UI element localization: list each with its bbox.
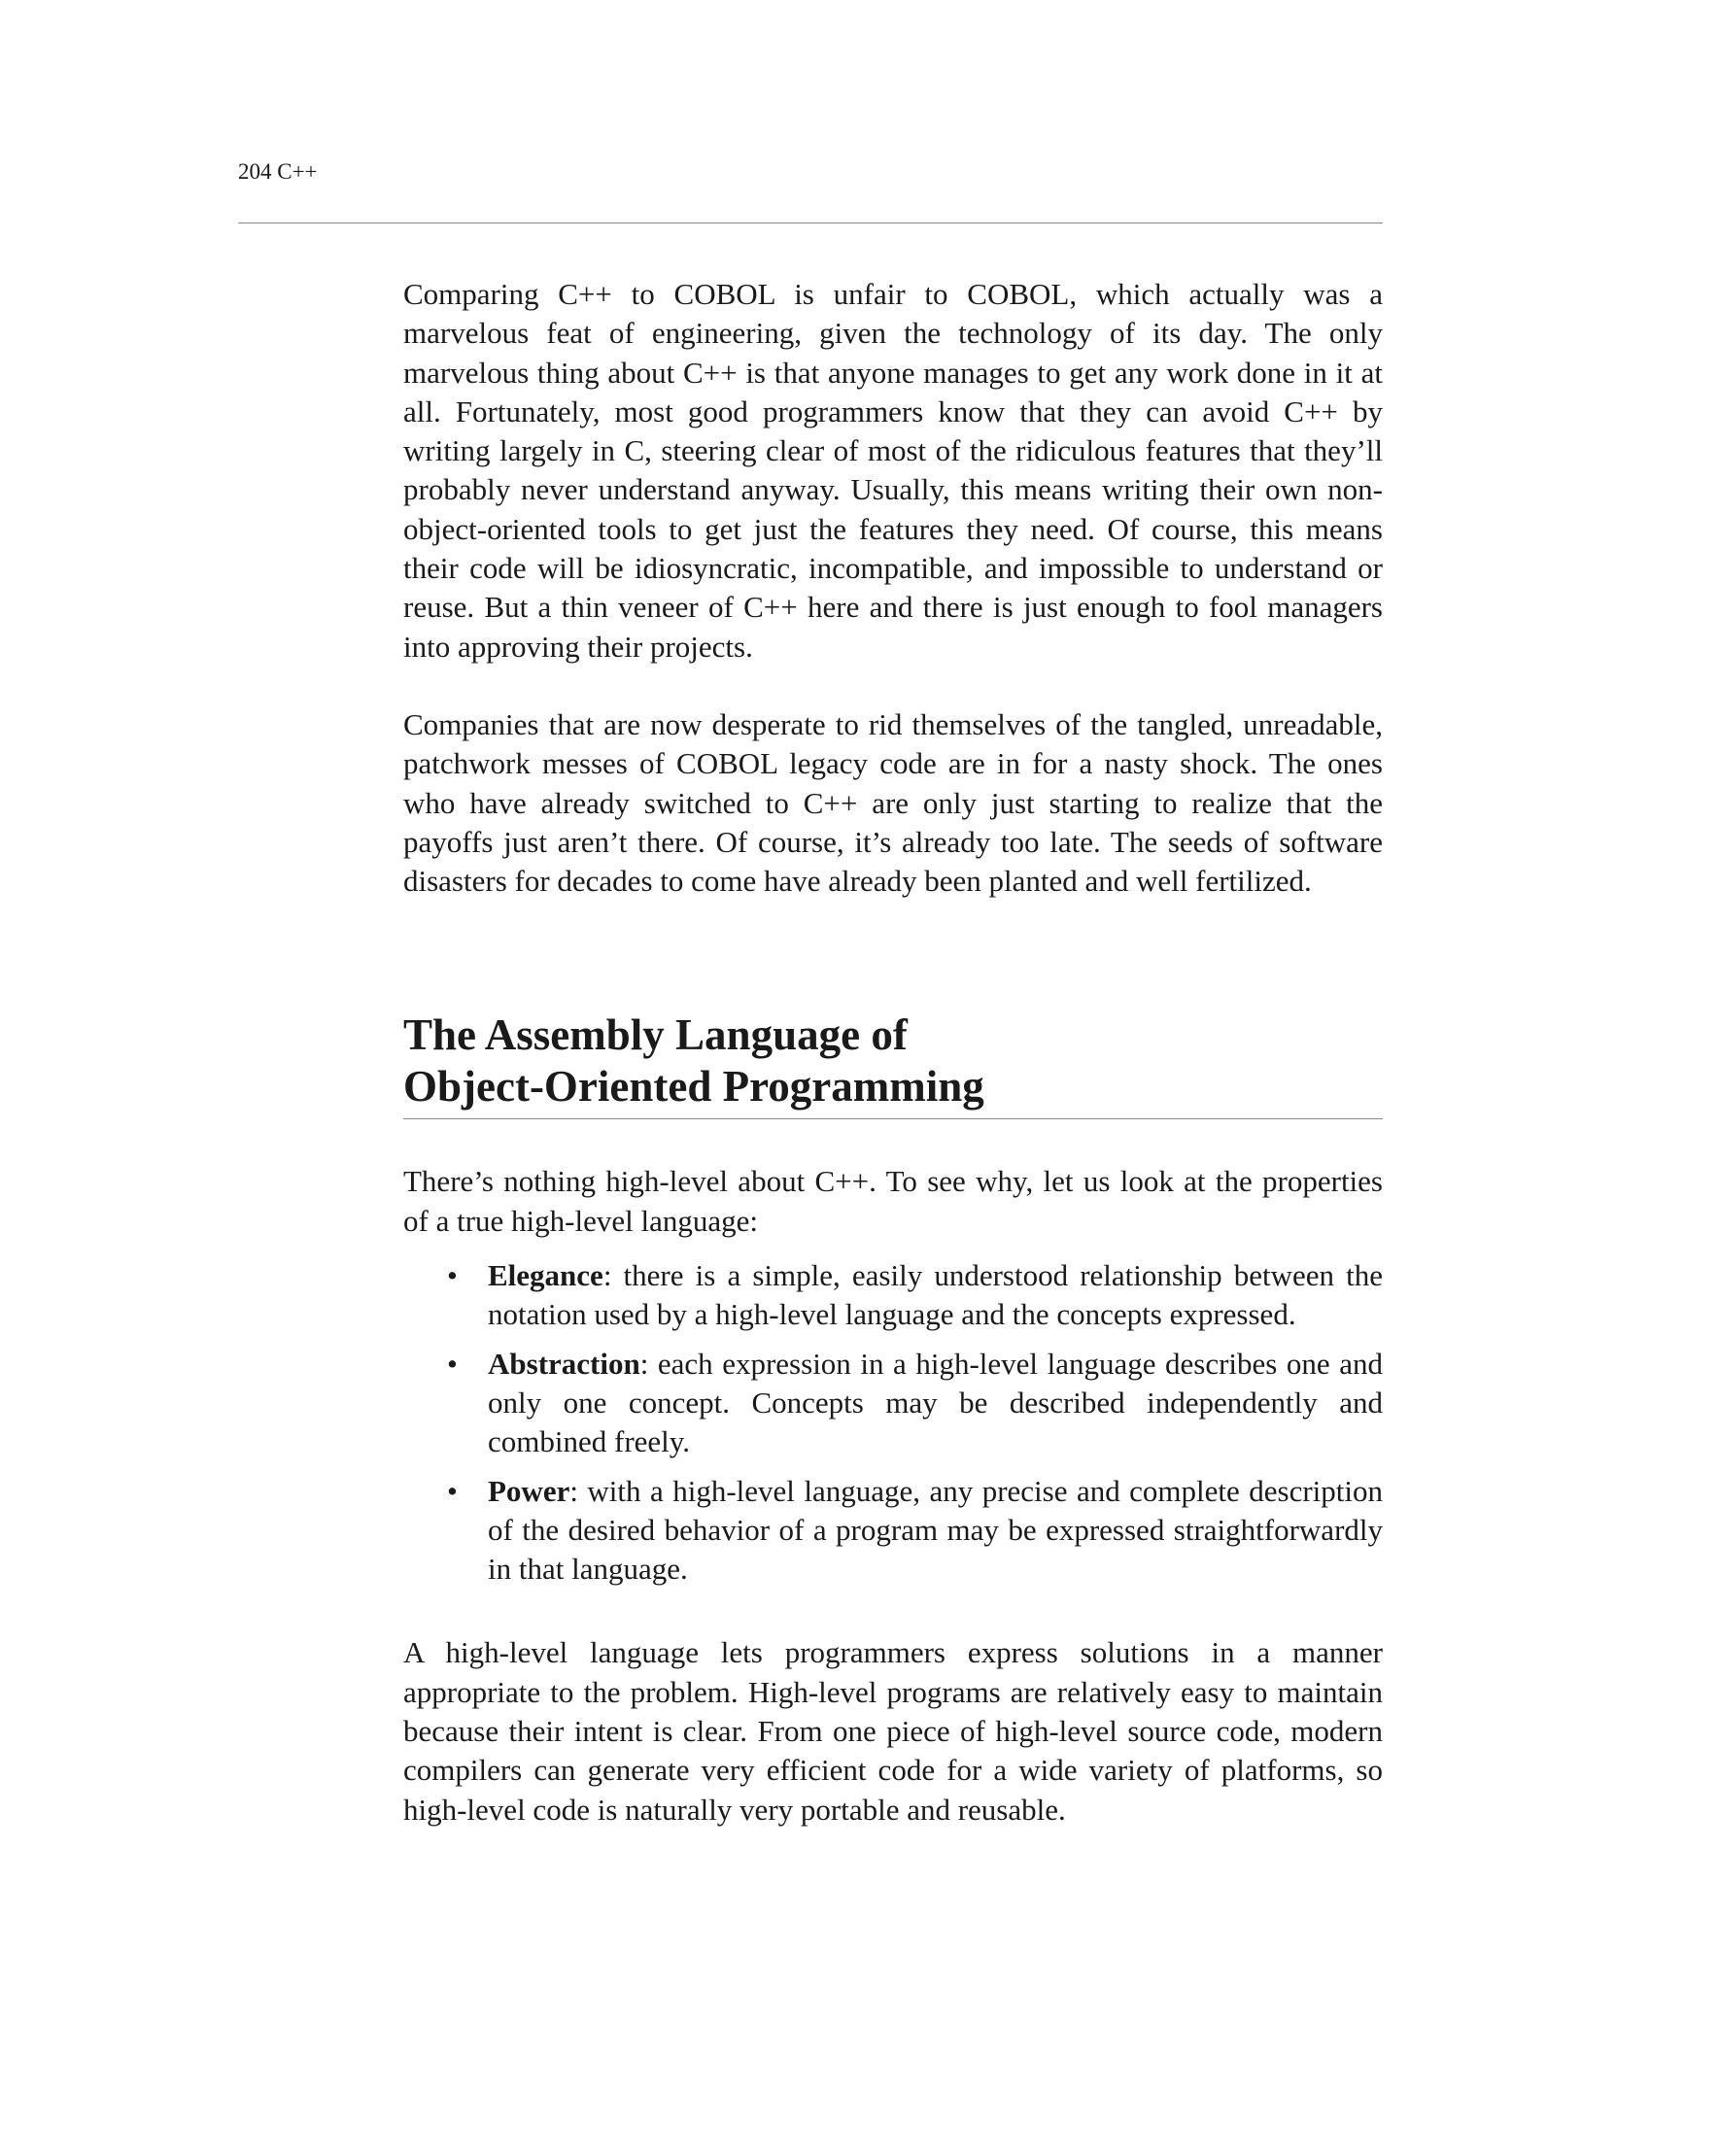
term-abstraction: Abstraction bbox=[488, 1346, 640, 1381]
bullet-icon: • bbox=[447, 1258, 458, 1293]
definition-power: : with a high-level language, any precise and complete description of the desired behavior of a program may be expressed straightforwardly in that language. bbox=[488, 1473, 1383, 1587]
section-heading bbox=[403, 1010, 1383, 1119]
term-power: Power bbox=[488, 1473, 570, 1508]
section-heading-line-2: Object-Oriented Programming bbox=[403, 1062, 984, 1112]
paragraph-legacy-code: Companies that are now desperate to rid themselves of the tangled, unreadable, patchwork messes of COBOL legacy code are in for a nasty shock. The ones who have already switched to C++ are only just starting to realize that the payoffs just aren’t there. Of course, it’s already too late. The seeds of software disasters for decades to come have already been planted and well fertilized. bbox=[403, 706, 1383, 899]
list-item-abstraction bbox=[403, 1345, 1383, 1462]
list-item-power bbox=[403, 1472, 1383, 1590]
bullet-icon: • bbox=[447, 1346, 458, 1381]
paragraph-closing: A high-level language lets programmers express solutions in a manner appropriate to the problem. High-level programs are relatively easy to maintain because their intent is clear. From one piece of high-level source code, modern compilers can generate very efficient code for a wide variety of platforms, so high-level code is naturally very portable and reusable. bbox=[403, 1635, 1383, 1827]
bullet-icon: • bbox=[447, 1473, 458, 1508]
header-rule bbox=[238, 222, 1383, 223]
paragraph-cobol-comparison: Comparing C++ to COBOL is unfair to COBOL, which actually was a marvelous feat of engineering, given the technology of its day. The only marvelous thing about C++ is that anyone manages to get any work done in it at all. Fortunately, most good programmers know that they can avoid C++ by writing largely in C, steering clear of most of the ridiculous features that they’ll probably never understand anyway. Usually, this means writing their own non-object-oriented tools to get just the features they need. Of course, this means their code will be idiosyncratic, incompatible, and impossible to understand or reuse. But a thin veneer of C++ here and there is just enough to fool managers into approving their projects. bbox=[403, 277, 1383, 664]
section-intro: There’s nothing high-level about C++. To see why, let us look at the properties of a true high-level language: bbox=[403, 1164, 1383, 1238]
definition-elegance: : there is a simple, easily understood relationship between the notation used by a high-level language and the concepts expressed. bbox=[488, 1258, 1383, 1332]
term-elegance: Elegance bbox=[488, 1258, 603, 1293]
properties-list bbox=[403, 1256, 1383, 1589]
section-heading-line-1: The Assembly Language of bbox=[403, 1010, 908, 1060]
definition-abstraction: : each expression in a high-level language describes one and only one concept. Concepts may be described independently and combined freely. bbox=[488, 1346, 1383, 1459]
running-header: 204 C++ bbox=[238, 159, 318, 184]
list-item-elegance bbox=[403, 1256, 1383, 1335]
body-text bbox=[403, 275, 1383, 1868]
